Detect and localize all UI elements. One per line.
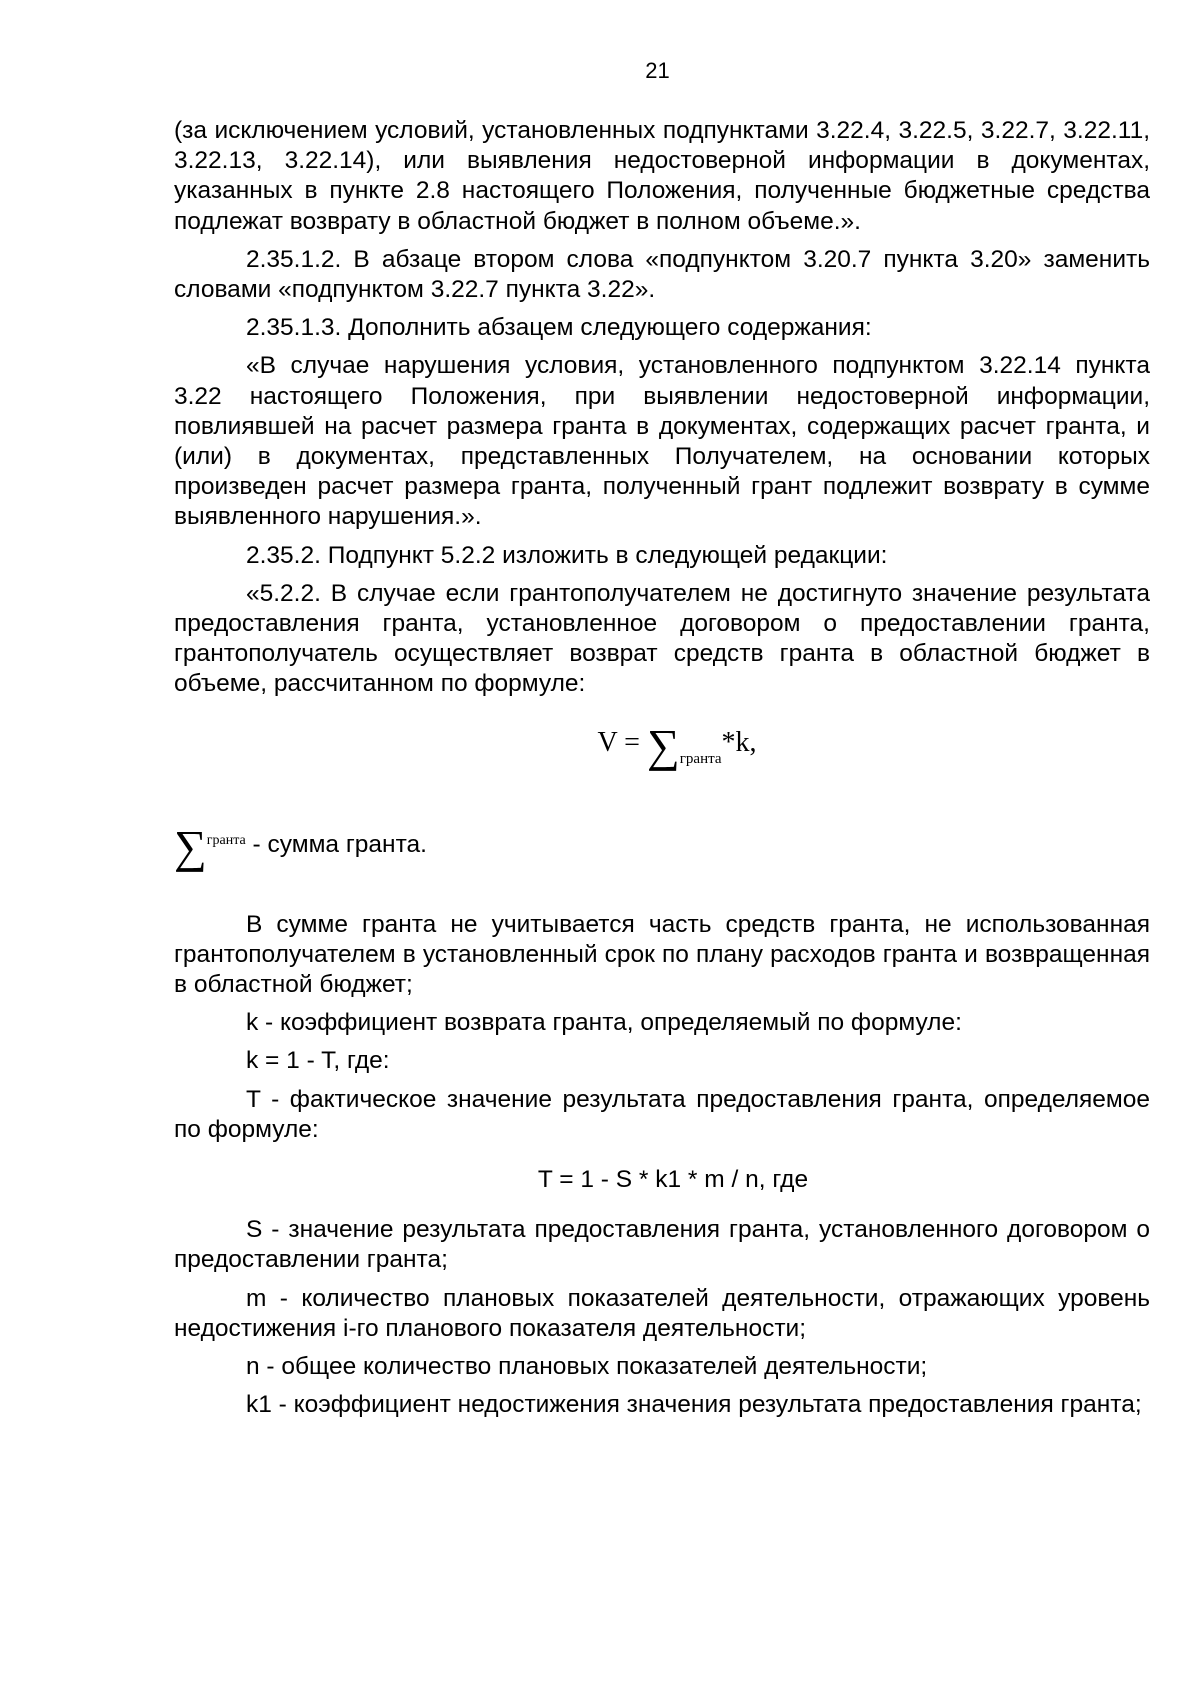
paragraph-k-definition: k - коэффициент возврата гранта, определяемый по формуле: xyxy=(246,1009,962,1037)
paragraph-t-definition: T - фактическое значение результата предоставления гранта, определяемое по формуле: xyxy=(174,1085,1150,1143)
paragraph-s-definition: S - значение результата предоставления гранта, установленного договором о предоставлении гранта; xyxy=(174,1216,1150,1274)
formula-t: T = 1 - S * k1 * m / n, где xyxy=(537,1166,809,1194)
paragraph-m-definition: m - количество плановых показателей деятельности, отражающих уровень недостижения i-го планового показателя деятельности; xyxy=(174,1284,1150,1342)
paragraph-2-35-2: 2.35.2. Подпункт 5.2.2 изложить в следующей редакции: xyxy=(246,541,888,569)
sigma-subscript: гранта xyxy=(679,750,722,767)
paragraph-violation-clause: «В случае нарушения условия, установленного подпунктом 3.22.14 пункта 3.22 настоящего Положения, при выявлении недостоверной информации, повлиявшей на расчет размера гранта в документах, содержащих расчет гранта, и (или) в документах, представленных Получателем, на основании которых произведен расчет размера гранта, полученный грант подлежит возврату в сумме выявленного нарушения.». xyxy=(174,352,1150,531)
sigma-definition-text: - сумма гранта. xyxy=(245,830,427,858)
paragraph-n-definition: n - общее количество плановых показателей деятельности; xyxy=(246,1353,928,1381)
paragraph-2-35-1-2: 2.35.1.2. В абзаце втором слова «подпунктом 3.20.7 пункта 3.20» заменить словами «подпунктом 3.22.7 пункта 3.22». xyxy=(174,245,1150,304)
paragraph-k-formula: k = 1 - T, где: xyxy=(246,1047,390,1075)
page-number: 21 xyxy=(645,58,670,83)
formula-v-rhs: *k, xyxy=(721,726,757,758)
formula-v xyxy=(174,719,1150,788)
sigma-symbol: ∑ xyxy=(174,820,207,872)
paragraph-5-2-2: «5.2.2. В случае если грантополучателем не достигнуто значение результата предоставления гранта, установленное договором о предоставлении гранта, грантополучатель осуществляет возврат средств гранта в областной бюджет в объеме, рассчитанном по формуле: xyxy=(174,579,1150,698)
sigma-definition xyxy=(174,820,1150,890)
sigma-symbol: ∑ xyxy=(646,719,680,771)
paragraph-grant-sum-note: В сумме гранта не учитывается часть средств гранта, не использованная грантополучателем в установленный срок по плану расходов гранта и возвращенная в областной бюджет; xyxy=(174,910,1150,999)
paragraph-2-35-1-3: 2.35.1.3. Дополнить абзацем следующего содержания: xyxy=(246,314,872,342)
paragraph-k1-definition: k1 - коэффициент недостижения значения результата предоставления гранта; xyxy=(246,1391,1142,1419)
sigma-subscript: гранта xyxy=(206,832,246,848)
formula-v-lhs: V = xyxy=(597,726,647,758)
document-body xyxy=(174,116,1150,1429)
paragraph-continuation: (за исключением условий, установленных подпунктами 3.22.4, 3.22.5, 3.22.7, 3.22.11, 3.22.13, 3.22.14), или выявления недостоверной информации в документах, указанных в пункте 2.8 настоящего Положения, полученные бюджетные средства подлежат возврату в областной бюджет в полном объеме.». xyxy=(174,117,1150,235)
